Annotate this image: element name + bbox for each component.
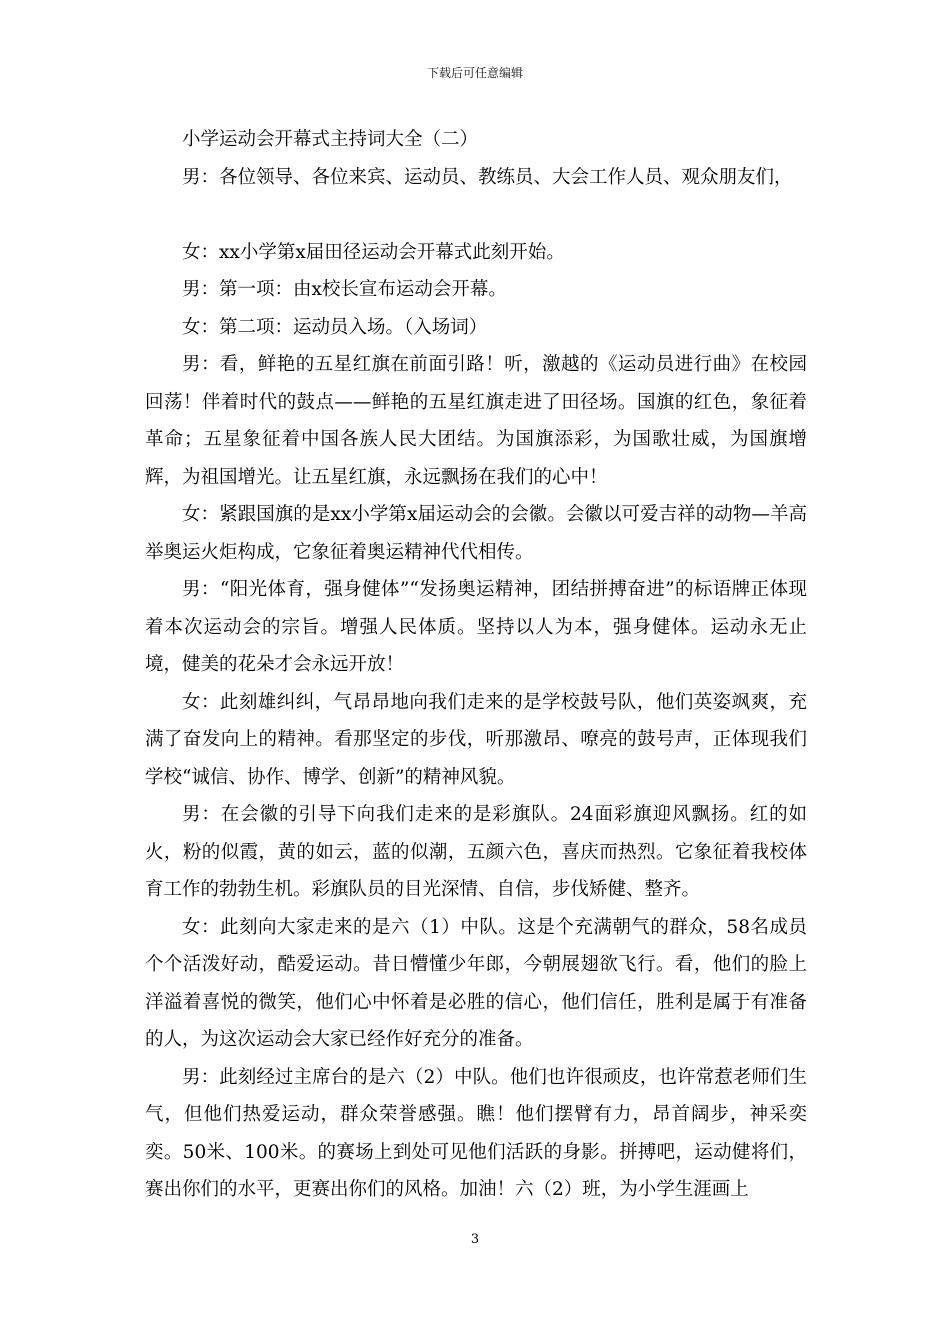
paragraph-greeting: 男：各位领导、各位来宾、运动员、教练员、大会工作人员、观众朋友们，: [182, 166, 793, 188]
document-body: [145, 121, 807, 1209]
paragraph-emblem: 女：紧跟国旗的是xx小学第x届运动会的会徽。会徽以可爱吉祥的动物—羊高举奥运火炬构成，它象征着奥运精神代代相传。: [145, 504, 807, 563]
document-title: 小学运动会开幕式主持词大全（二）: [182, 129, 479, 150]
paragraph-class-6-1: 女：此刻向大家走来的是六（1）中队。这是个充满朝气的群众，58名成员个个活泼好动，酷爱运动。昔日懵懂少年郎，今朝展翅欲飞行。看，他们的脸上洋溢着喜悦的微笑，他们心中怀着是必胜的信心，他们信任，胜利是属于有准备的人，为这次运动会大家已经作好充分的准备。: [145, 916, 807, 1050]
paragraph-class-6-2: 男：此刻经过主席台的是六（2）中队。他们也许很顽皮，也许常惹老师们生气，但他们热爱运动，群众荣誉感强。瞧！他们摆臂有力，昂首阔步，神采奕奕。50米、100米。的赛场上到处可见他们活跃的身影。拼搏吧，运动健将们，赛出你们的水平，更赛出你们的风格。加油！六（2）班，为小学生涯画上: [145, 1066, 807, 1200]
blank-line: [145, 196, 807, 234]
page-header: 下载后可任意编辑: [426, 66, 523, 80]
paragraph-slogan: 男：“阳光体育，强身健体”“发扬奥运精神，团结拼搏奋进”的标语牌正体现着本次运动会的宗旨。增强人民体质。坚持以人为本，强身健体。运动永无止境，健美的花朵才会永远开放！: [145, 579, 807, 675]
paragraph-opening: 女：xx小学第x届田径运动会开幕式此刻开始。: [182, 241, 565, 263]
paragraph-item-2: 女：第二项：运动员入场。（入场词）: [182, 316, 488, 338]
paragraph-flag: 男：看，鲜艳的五星红旗在前面引路！听，激越的《运动员进行曲》在校园回荡！伴着时代的鼓点——鲜艳的五星红旗走进了田径场。国旗的红色，象征着革命；五星象征着中国各族人民大团结。为国旗添彩，为国歌壮威，为国旗增辉，为祖国增光。让五星红旗，永远飘扬在我们的心中！: [145, 354, 807, 488]
page-number: 3: [470, 1232, 480, 1247]
paragraph-item-1: 男：第一项：由x校长宣布运动会开幕。: [182, 279, 507, 300]
paragraph-drum-team: 女：此刻雄纠纠，气昂昂地向我们走来的是学校鼓号队，他们英姿飒爽，充满了奋发向上的精神。看那坚定的步伐，听那激昂、嘹亮的鼓号声，正体现我们学校“诚信、协作、博学、创新”的精神风貌。: [145, 691, 807, 788]
paragraph-flag-team: 男：在会徽的引导下向我们走来的是彩旗队。24面彩旗迎风飘扬。红的如火，粉的似霞，黄的如云，蓝的似潮，五颜六色，喜庆而热烈。它象征着我校体育工作的勃勃生机。彩旗队员的目光深情、自信，步伐矫健、整齐。: [145, 804, 807, 900]
